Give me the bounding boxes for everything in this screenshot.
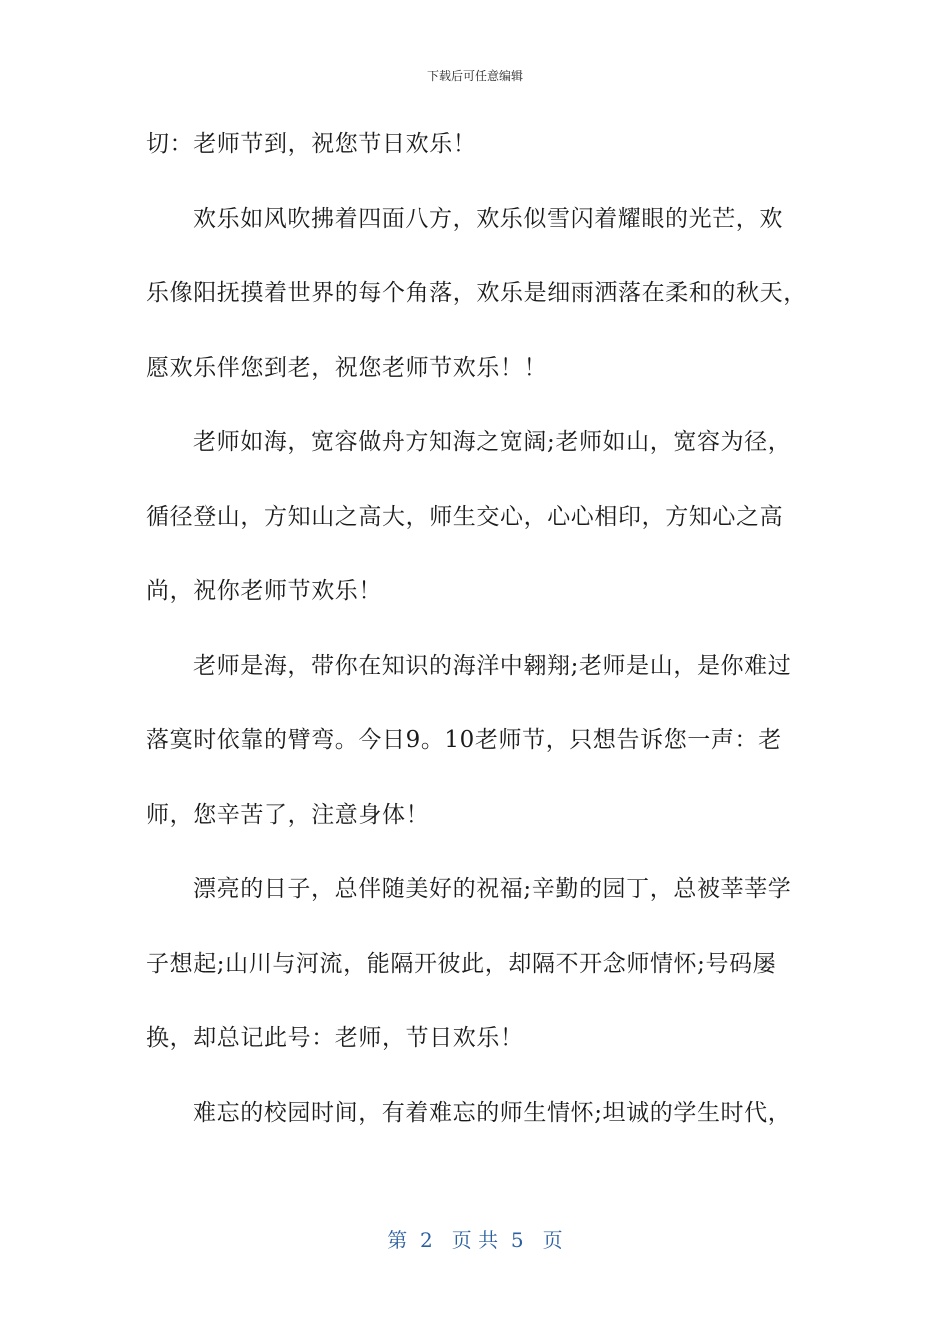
text-line-2: 欢乐如风吹拂着四面八方，欢乐似雪闪着耀眼的光芒，欢 <box>193 205 783 232</box>
text-line-4: 愿欢乐伴您到老，祝您老师节欢乐！！ <box>146 354 548 381</box>
text-line-13: 换，却总记此号：老师，节日欢乐！ <box>146 1025 524 1051</box>
text-line-1: 切：老师节到，祝您节日欢乐！ <box>146 131 477 157</box>
text-line-6: 循径登山，方知山之高大，师生交心，心心相印，方知心之高 <box>146 503 784 530</box>
body-text <box>146 118 811 1161</box>
page-number-footer: 第 2 页 共 5 页 <box>387 1228 563 1252</box>
text-line-9: 落寞时依靠的臂弯。今日9。10老师节，只想告诉您一声：老 <box>146 727 782 753</box>
text-line-14: 难忘的校园时间，有着难忘的师生情怀;坦诚的学生时代， <box>193 1099 792 1126</box>
text-line-5: 老师如海，宽容做舟方知海之宽阔;老师如山，宽容为径， <box>193 429 792 455</box>
text-line-3: 乐像阳抚摸着世界的每个角落，欢乐是细雨洒落在柔和的秋天， <box>146 280 807 306</box>
text-line-12: 子想起;山川与河流，能隔开彼此，却隔不开念师情怀;号码屡 <box>146 950 777 977</box>
text-line-11: 漂亮的日子，总伴随美好的祝福;辛勤的园丁，总被莘莘学 <box>193 876 792 902</box>
text-line-8: 老师是海，带你在知识的海洋中翱翔;老师是山，是你难过 <box>193 652 792 679</box>
header-note: 下载后可任意编辑 <box>426 69 523 83</box>
text-line-7: 尚，祝你老师节欢乐！ <box>146 578 382 604</box>
text-line-10: 师，您辛苦了，注意身体！ <box>146 801 430 828</box>
